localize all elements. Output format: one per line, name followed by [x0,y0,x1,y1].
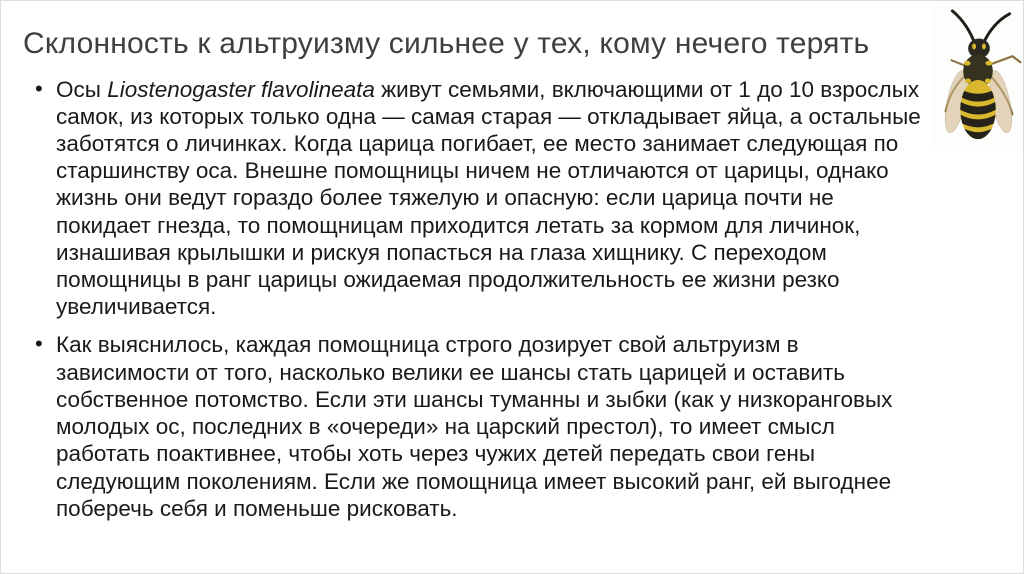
bullet-text-rest: живут семьями, включающими от 1 до 10 взрослых самок, из которых только одна — самая старая — откладывает яйца, а остальные заботятся о личинках. Когда царица погибает, ее место занимает следующая по старшинству оса. Внешне помощницы ничем не отличаются от царицы, однако жизнь они ведут гораздо более тяжелую и опасную: если царица почти не покидает гнезда, то помощницам приходится летать за кормом для личинок, изнашивая крылышки и рискуя попасться на глаза хищнику. С переходом помощницы в ранг царицы ожидаемая продолжительность ее жизни резко увеличивается. [56,76,921,320]
slide-body [35,76,923,523]
wasp-photo [933,3,1023,151]
bullet-text [56,76,923,321]
bullet-text-lead: Осы [56,76,108,102]
slide-title: Склонность к альтруизму сильнее у тех, кому нечего терять [23,27,870,60]
bullet-text [56,331,923,522]
bullet-item [35,76,923,321]
bullet-marker: • [35,331,43,357]
bullet-marker: • [35,75,43,101]
bullet-text-rest: Как выяснилось, каждая помощница строго дозирует свой альтруизм в зависимости от того, насколько велики ее шансы стать царицей и оставить собственное потомство. Если эти шансы туманны и зыбки (как у низкоранговых молодых ос, последних в «очереди» на царский престол), то имеет смысл работать поактивнее, чтобы хоть через чужих детей передать свои гены следующим поколениям. Если же помощница имеет высокий ранг, ей выгоднее поберечь себя и поменьше рисковать. [56,332,893,521]
species-name: Liostenogaster flavolineata [107,76,375,102]
bullet-item [35,331,923,522]
wasp-illustration [933,3,1023,151]
